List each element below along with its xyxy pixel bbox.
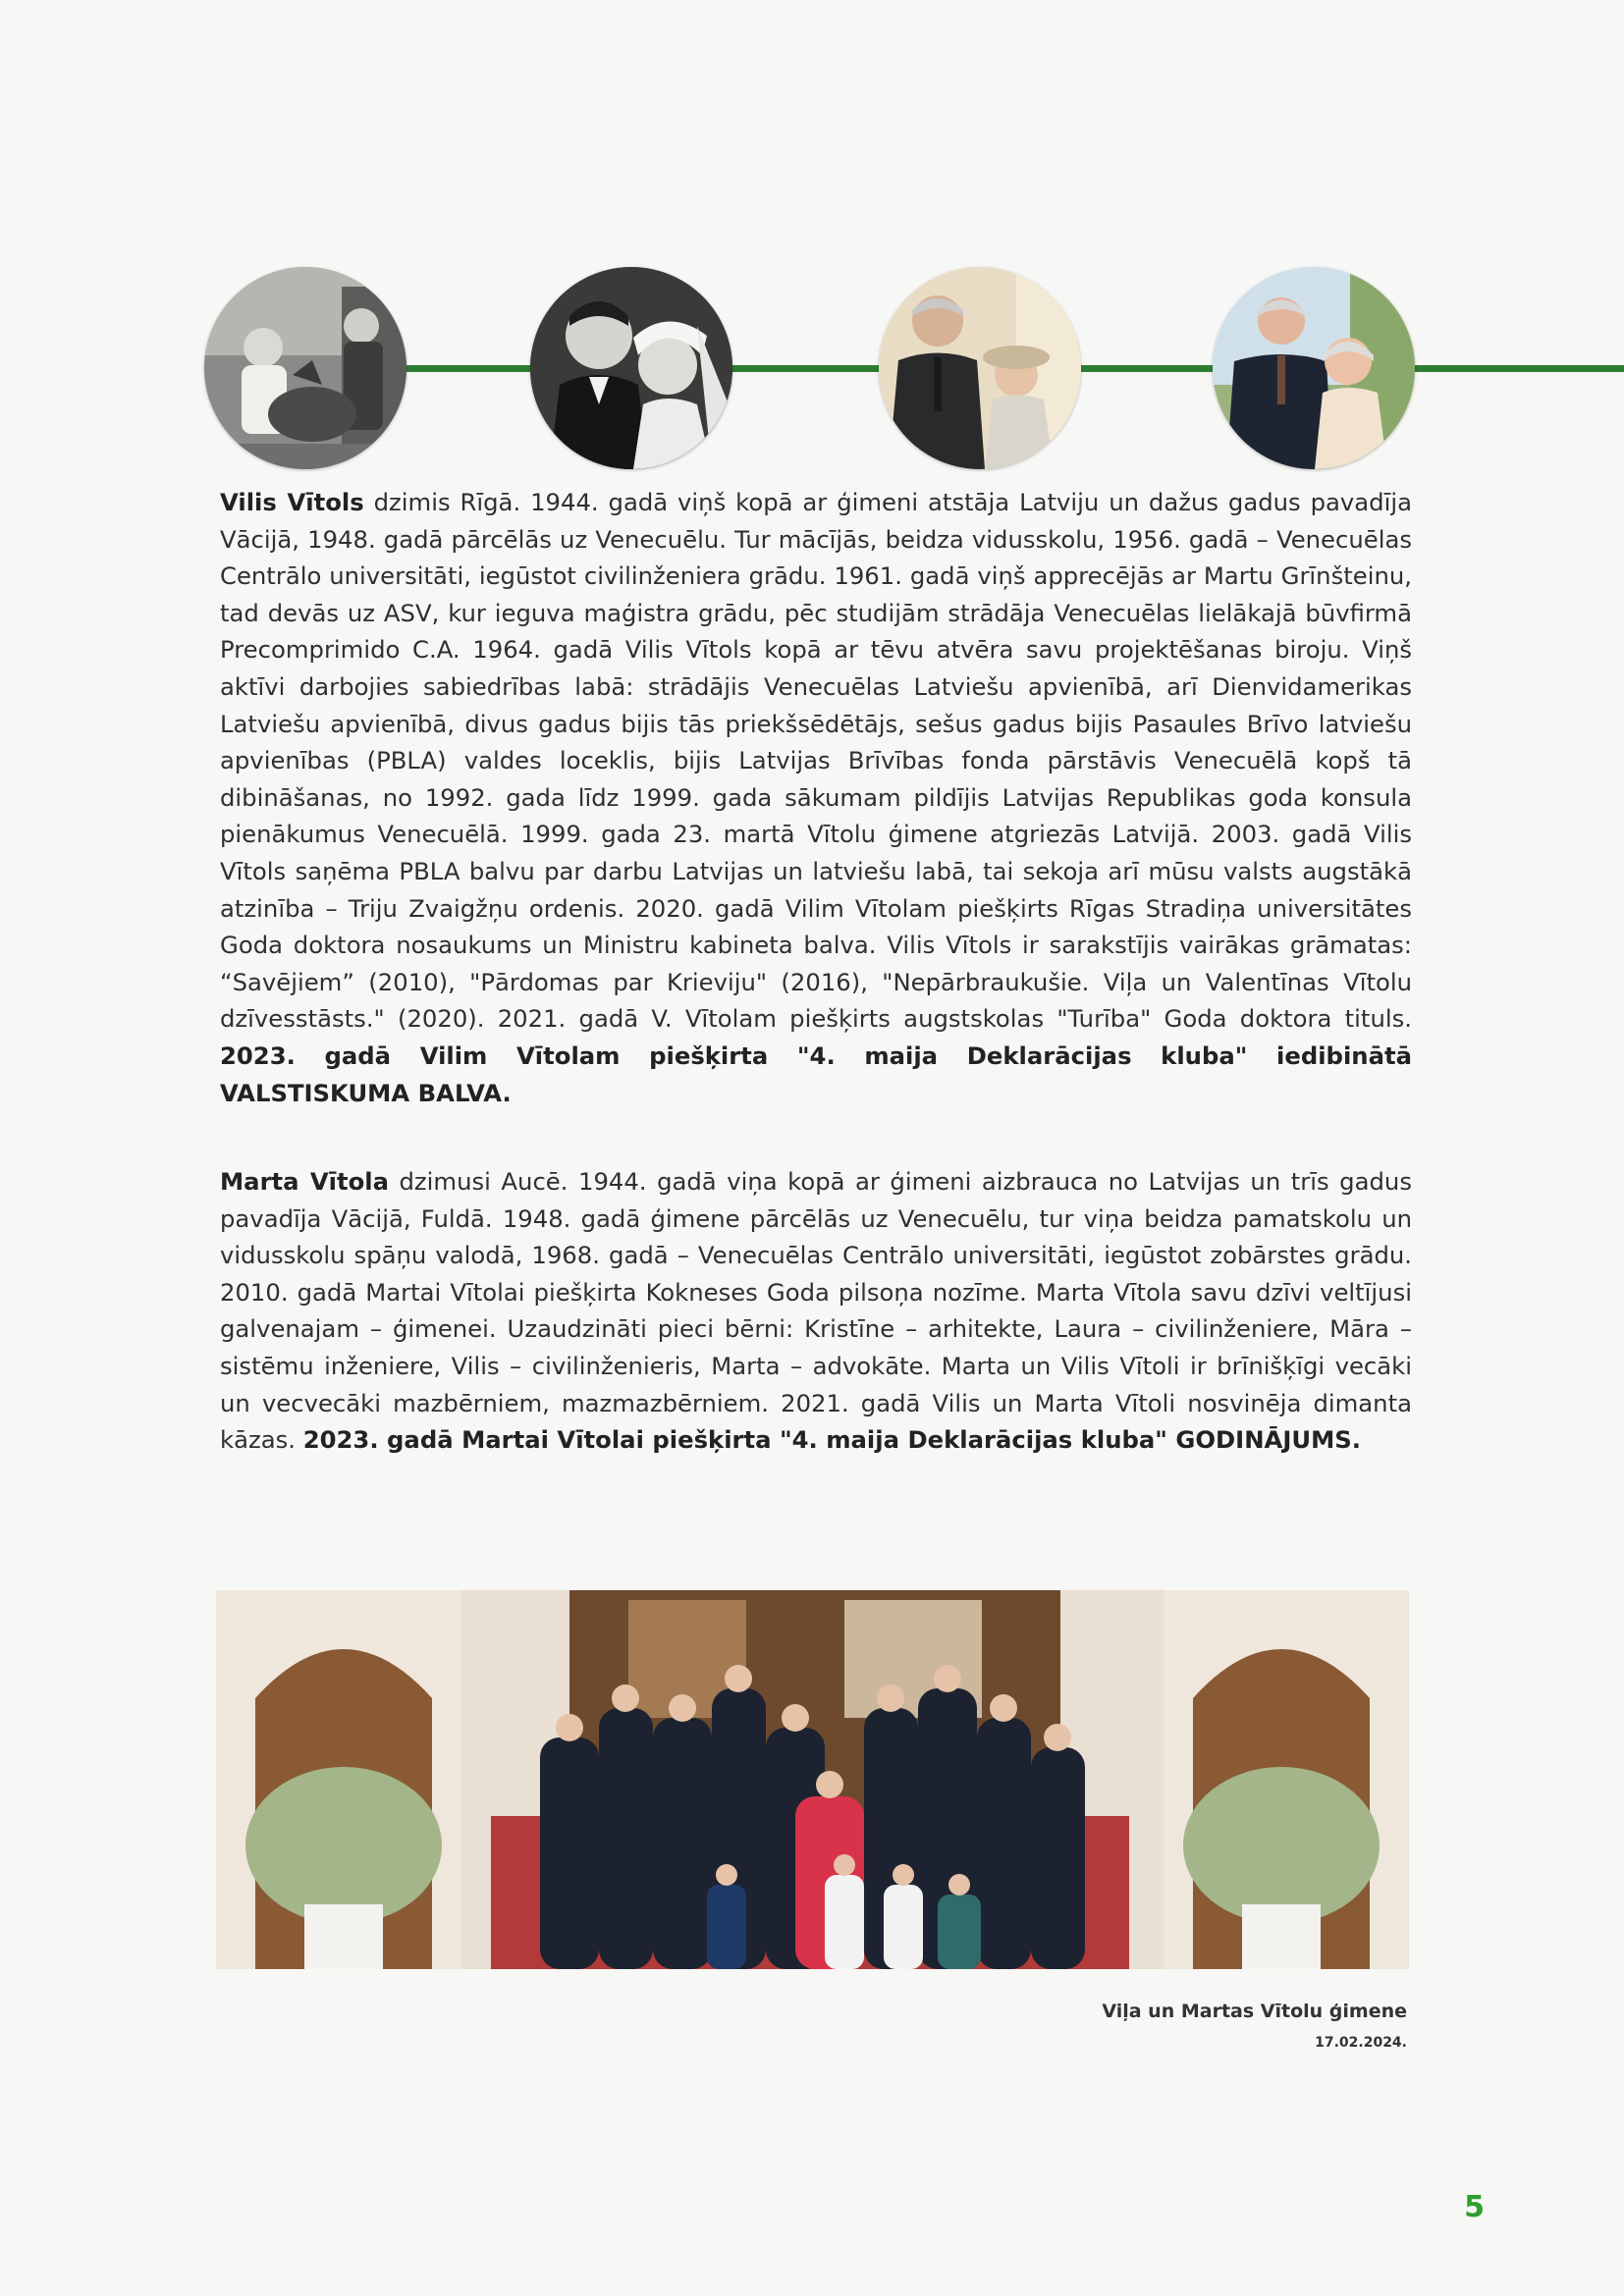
bio-vilis-award: 2023. gadā Vilim Vītolam piešķirta "4. maija Deklarācijas kluba" iedibinātā VALSTISKUMA BALVA.: [220, 1041, 1412, 1107]
bio-vilis-name: Vilis Vītols: [220, 488, 364, 516]
group-family-photo: [216, 1590, 1409, 1969]
bio-marta-text: dzimusi Aucē. 1944. gadā viņa kopā ar ģimeni aizbrauca no Latvijas un trīs gadus pavadīja Vācijā, Fuldā. 1948. gadā ģimene pārcēlās uz Venecuēlu, tur viņa beidza pamatskolu un vidusskolu spāņu valodā, 1968. gadā – Venecuēlas Centrālo universitāti, iegūstot zobārstes grādu. 2010. gadā Martai Vītolai piešķirta Kokneses Goda pilsoņa nozīme. Marta Vītola savu dzīvi veltījusi galvenajam – ģimenei. Uzaudzināti pieci bērni: Kristīne – arhitekte, Laura – civilinženiere, Māra – sistēmu inženiere, Vilis – civilinženieris, Marta – advokāte. Marta un Vilis Vītoli ir brīnišķīgi vecāki un vecvecāki mazbērniem, mazmazbērniem. 2021. gadā Vilis un Marta Vītoli nosvinēja dimanta kāzas.: [220, 1167, 1412, 1455]
bio-marta-award: 2023. gadā Martai Vītolai piešķirta "4. maija Deklarācijas kluba" GODINĀJUMS.: [302, 1425, 1362, 1455]
photo-circle-elderly-couple: [1213, 267, 1415, 469]
photo-circle-couple: [879, 267, 1081, 469]
photo-caption-title: Viļa un Martas Vītolu ģimene: [1102, 2001, 1407, 2022]
bio-marta-name: Marta Vītola: [220, 1167, 389, 1196]
bio-vilis-text: dzimis Rīgā. 1944. gadā viņš kopā ar ģimeni atstāja Latviju un dažus gadus pavadīja Vācijā, 1948. gadā pārcēlās uz Venecuēlu. Tur mācījās, beidza vidusskolu, 1956. gadā – Venecuēlas Centrālo universitāti, iegūstot civilinženiera grādu. 1961. gadā viņš apprecējās ar Martu Grīnšteinu, tad devās uz ASV, kur ieguva maģistra grādu, pēc studijām strādāja Venecuēlas lielākajā būvfirmā Precomprimido C.A. 1964. gadā Vilis Vītols kopā ar tēvu atvēra savu projektēšanas biroju. Viņš aktīvi darbojies sabiedrības labā: strādājis Venecuēlas Latviešu apvienībā, arī Dienvidamerikas Latviešu apvienībā, divus gadus bijis tās priekšsēdētājs, sešus gadus bijis Pasaules Brīvo latviešu apvienības (PBLA) valdes loceklis, bijis Latvijas Brīvības fonda pārstāvis Venecuēlā kopš tā dibināšanas, no 1992. gada līdz 1999. gada sākumam pildījis Latvijas Republikas goda konsula pienākumus Venecuēlā. 1999. gada 23. martā Vītolu ģimene atgriezās Latvijā. 2003. gadā Vilis Vītols saņēma PBLA balvu par darbu Latvijas un latviešu labā, tai sekoja arī mūsu valsts augstākā atzinība – Triju Zvaigžņu ordenis. 2020. gadā Vilim Vītolam piešķirts Rīgas Stradiņa universitātes Goda doktora nosaukums un Ministru kabineta balva. Vilis Vītols ir sarakstījis vairākas grāmatas: “Savējiem” (2010), "Pārdomas par Krieviju" (2016), "Nepārbraukušie. Viļa un Valentīnas Vītolu dzīvesstāsts." (2020). 2021. gadā V. Vītolam piešķirts augstskolas "Turība" Goda doktora tituls.: [220, 488, 1412, 1034]
photo-circle-wedding: [530, 267, 732, 469]
bio-vilis: [220, 484, 1412, 1111]
photo-caption-date: 17.02.2024.: [1315, 2035, 1407, 2051]
photo-circle-childhood: [204, 267, 406, 469]
page-number: 5: [1464, 2190, 1485, 2224]
bio-marta: [220, 1163, 1412, 1459]
photo-timeline: [0, 267, 1624, 483]
